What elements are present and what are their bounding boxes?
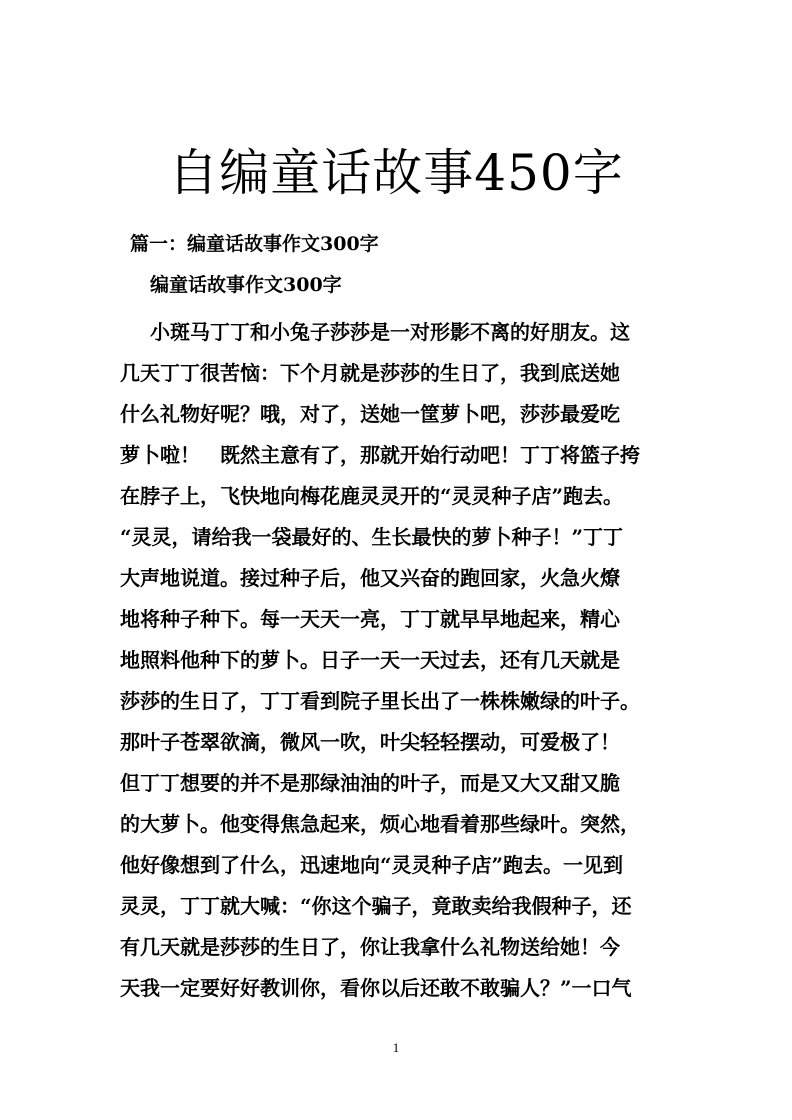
story-line: 萝卜啦！ 既然主意有了，那就开始行动吧！丁丁将篮子挎 bbox=[120, 443, 640, 467]
story-line: 小斑马丁丁和小兔子莎莎是一对形影不离的好朋友。这 bbox=[150, 320, 630, 344]
story-line: 几天丁丁很苦恼：下个月就是莎莎的生日了，我到底送她 bbox=[120, 361, 620, 385]
story-line: 什么礼物好呢？哦，对了，送她一筐萝卜吧，莎莎最爱吃 bbox=[120, 402, 620, 426]
story-line: 但丁丁想要的并不是那绿油油的叶子，而是又大又甜又脆 bbox=[120, 771, 620, 795]
story-line: 大声地说道。接过种子后，他又兴奋的跑回家，火急火燎 bbox=[120, 566, 620, 590]
story-line: 的大萝卜。他变得焦急起来，烦心地看着那些绿叶。突然， bbox=[120, 812, 640, 836]
story-line: 灵灵，丁丁就大喊：“你这个骗子，竟敢卖给我假种子，还 bbox=[120, 894, 632, 918]
story-line: 在脖子上，飞快地向梅花鹿灵灵开的“灵灵种子店”跑去。 bbox=[120, 484, 624, 508]
document-title: 自编童话故事450字 bbox=[168, 144, 624, 202]
page-number: 1 bbox=[392, 1040, 400, 1055]
story-line: 有几天就是莎莎的生日了，你让我拿什么礼物送给她！今 bbox=[120, 935, 620, 959]
story-line: 地将种子种下。每一天天一亮，丁丁就早早地起来，精心 bbox=[120, 607, 620, 631]
story-line: “灵灵，请给我一袋最好的、生长最快的萝卜种子！”丁丁 bbox=[120, 525, 624, 549]
story-line: 莎莎的生日了，丁丁看到院子里长出了一株株嫩绿的叶子。 bbox=[120, 689, 640, 713]
story-line: 那叶子苍翠欲滴，微风一吹，叶尖轻轻摆动，可爱极了！ bbox=[120, 730, 620, 754]
story-body bbox=[120, 312, 680, 1009]
story-line: 他好像想到了什么，迅速地向“灵灵种子店”跑去。一见到 bbox=[120, 853, 624, 877]
section-heading: 篇一：编童话故事作文300字 bbox=[130, 233, 379, 255]
story-line: 天我一定要好好教训你，看你以后还敢不敢骗人？”一口气 bbox=[120, 976, 632, 1000]
story-line: 地照料他种下的萝卜。日子一天一天过去，还有几天就是 bbox=[120, 648, 620, 672]
sub-heading: 编童话故事作文300字 bbox=[150, 274, 342, 296]
